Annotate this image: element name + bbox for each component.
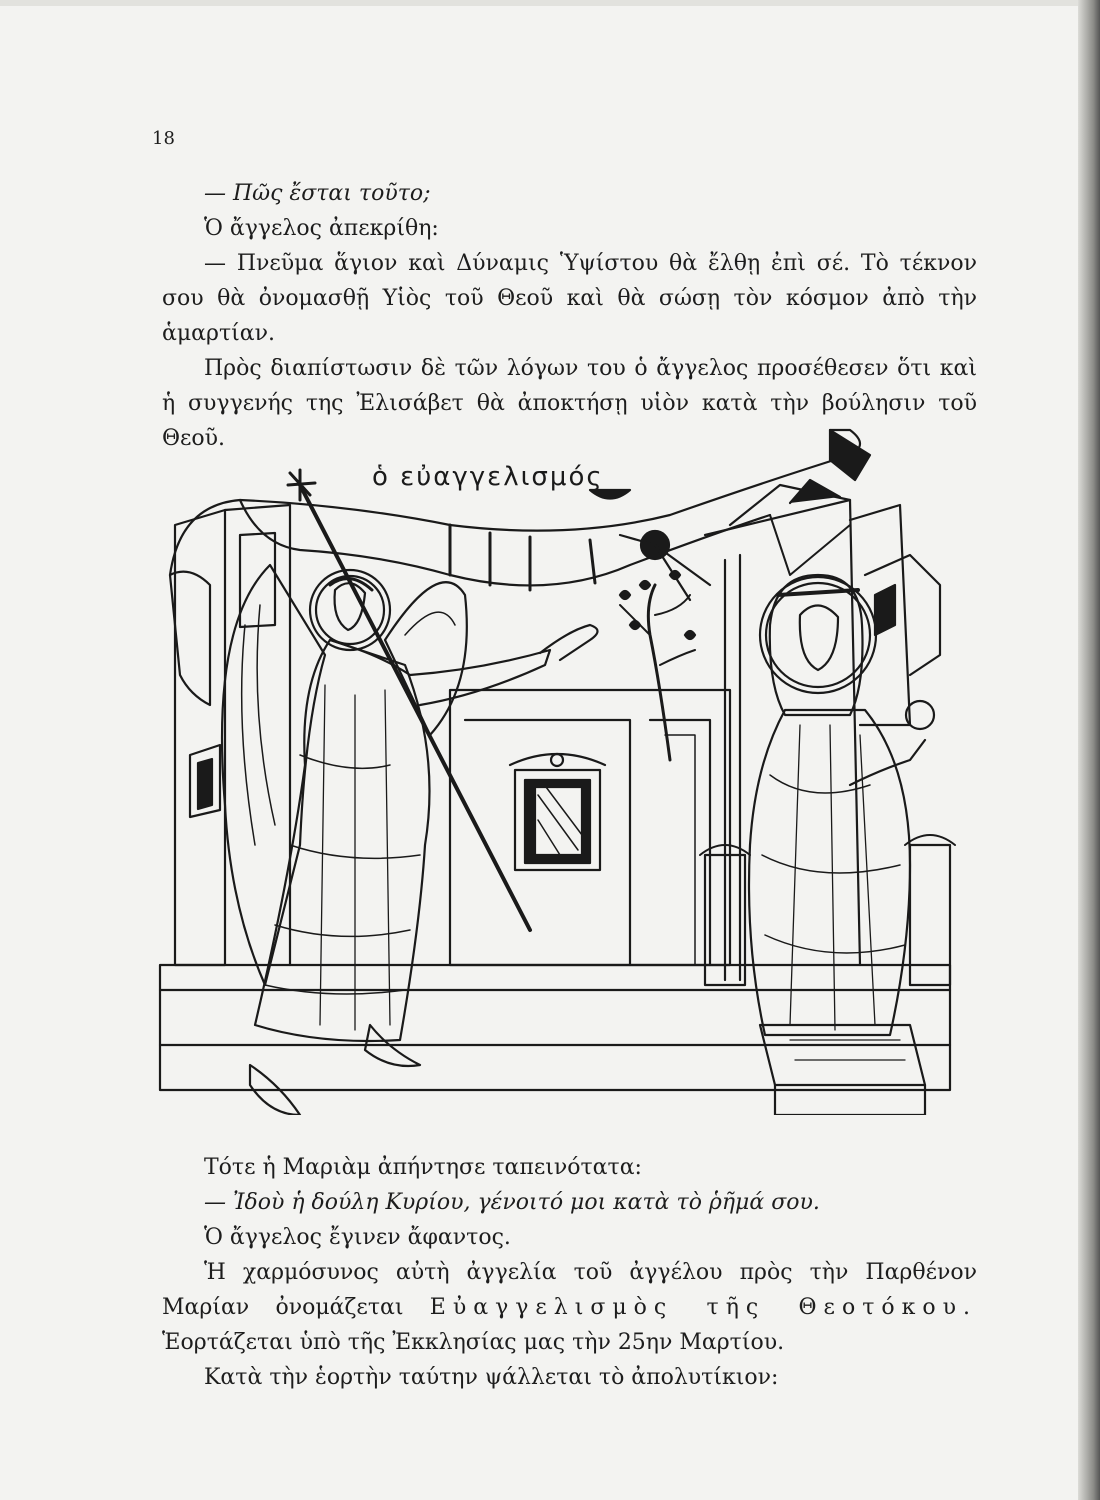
paragraph-start: Ἡ χαρμόσυνος αὐτὴ ἀγγελία τοῦ ἀγγέλου πρὸς τὴν Παρθένον Μαρίαν ὀνομάζεται	[162, 1260, 977, 1320]
ground-base	[160, 965, 950, 1090]
apolytikion-intro: Κατὰ τὴν ἑορτὴν ταύτην ψάλλεται τὸ ἀπολυτίκιον:	[204, 1365, 779, 1390]
page-binding-edge	[1078, 0, 1100, 1500]
central-wall	[450, 690, 730, 965]
elizabeth-paragraph: Πρὸς διαπίστωσιν δὲ τῶν λόγων του ὁ ἄγγελος προσέθεσεν ὅτι καὶ ἡ συγγενής της Ἐλισάβετ θὰ ἀποκτήσῃ υἱὸν κατὰ τὴν βούλησιν τοῦ Θεοῦ.	[162, 356, 977, 451]
question-line: — Πῶς ἔσται τοῦτο;	[204, 181, 431, 206]
theotokos-figure	[700, 575, 955, 1115]
angel-answer: — Πνεῦμα ἅγιον καὶ Δύναμις Ὑψίστου θὰ ἔλθῃ ἐπὶ σέ. Τὸ τέκνον σου θὰ ὀνομασθῇ Υἱὸς τοῦ Θεοῦ καὶ θὰ σώσῃ τὸν κόσμον ἀπὸ τὴν ἁμαρτίαν.	[162, 251, 977, 346]
annunciation-paragraph	[162, 1255, 977, 1360]
mary-answer-intro: Τότε ἡ Μαριὰμ ἀπήντησε ταπεινότατα:	[204, 1155, 642, 1180]
page-number: 18	[152, 128, 175, 149]
mary-answer: — Ἰδοὺ ἡ δούλη Κυρίου, γένοιτό μοι κατὰ τὸ ῥῆμά σου.	[204, 1190, 820, 1215]
right-pavilion	[705, 480, 940, 980]
top-text-block	[162, 176, 977, 456]
paragraph-end: Ἑορτάζεται ὑπὸ τῆς Ἐκκλησίας μας τὴν 25ην Μαρτίου.	[162, 1330, 785, 1355]
feast-name: Εὐαγγελισμὸς τῆς Θεοτόκου.	[429, 1295, 977, 1320]
olive-tree	[620, 571, 695, 760]
illustration-caption: ὁ εὐαγγελισμός	[372, 462, 604, 492]
page-top-edge	[0, 0, 1100, 6]
annunciation-illustration	[150, 425, 960, 1115]
bottom-text-block	[162, 1150, 977, 1395]
angel-vanished: Ὁ ἄγγελος ἔγινεν ἄφαντος.	[204, 1225, 511, 1250]
angel-answer-intro: Ὁ ἄγγελος ἀπεκρίθη:	[204, 216, 439, 241]
